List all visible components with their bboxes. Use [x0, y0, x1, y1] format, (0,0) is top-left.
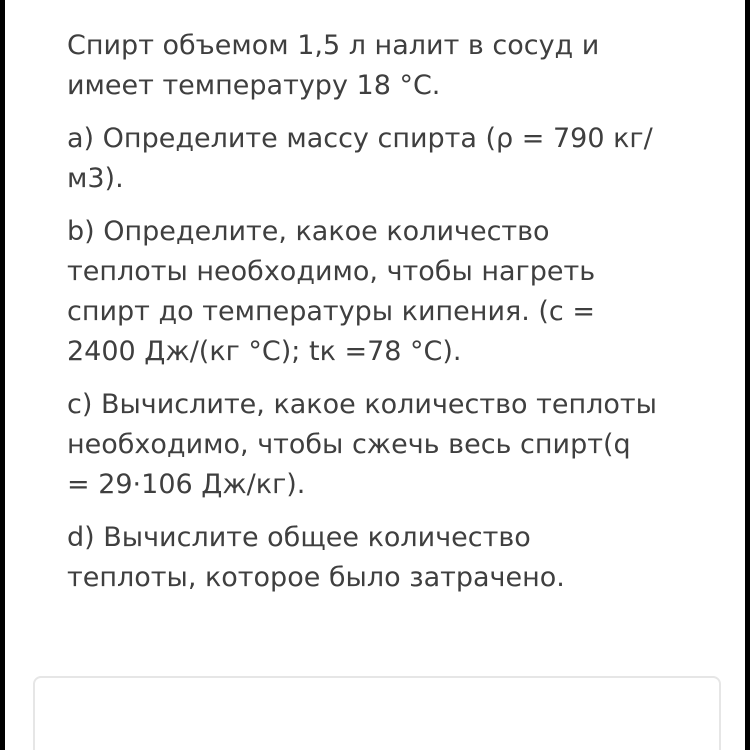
question-part-d: d) Вычислите общее количество теплоты, которое было затрачено.: [67, 522, 565, 593]
question-text: [67, 26, 697, 611]
question-intro: Спирт объемом 1,5 л налит в сосуд и имеет температуру 18 °C.: [67, 30, 600, 101]
answer-input[interactable]: [33, 676, 721, 750]
question-part-a: а) Определите массу спирта (ρ = 790 кг/ м3).: [67, 123, 653, 194]
question-part-b: b) Определите, какое количество теплоты необходимо, чтобы нагреть спирт до температуры кипения. (c = 2400 Дж/(кг °C); tк =78 °C).: [67, 216, 596, 367]
question-part-c: c) Вычислите, какое количество теплоты необходимо, чтобы сжечь весь спирт(q = 29·106 Дж/кг).: [67, 389, 657, 500]
question-card: [5, 0, 745, 750]
